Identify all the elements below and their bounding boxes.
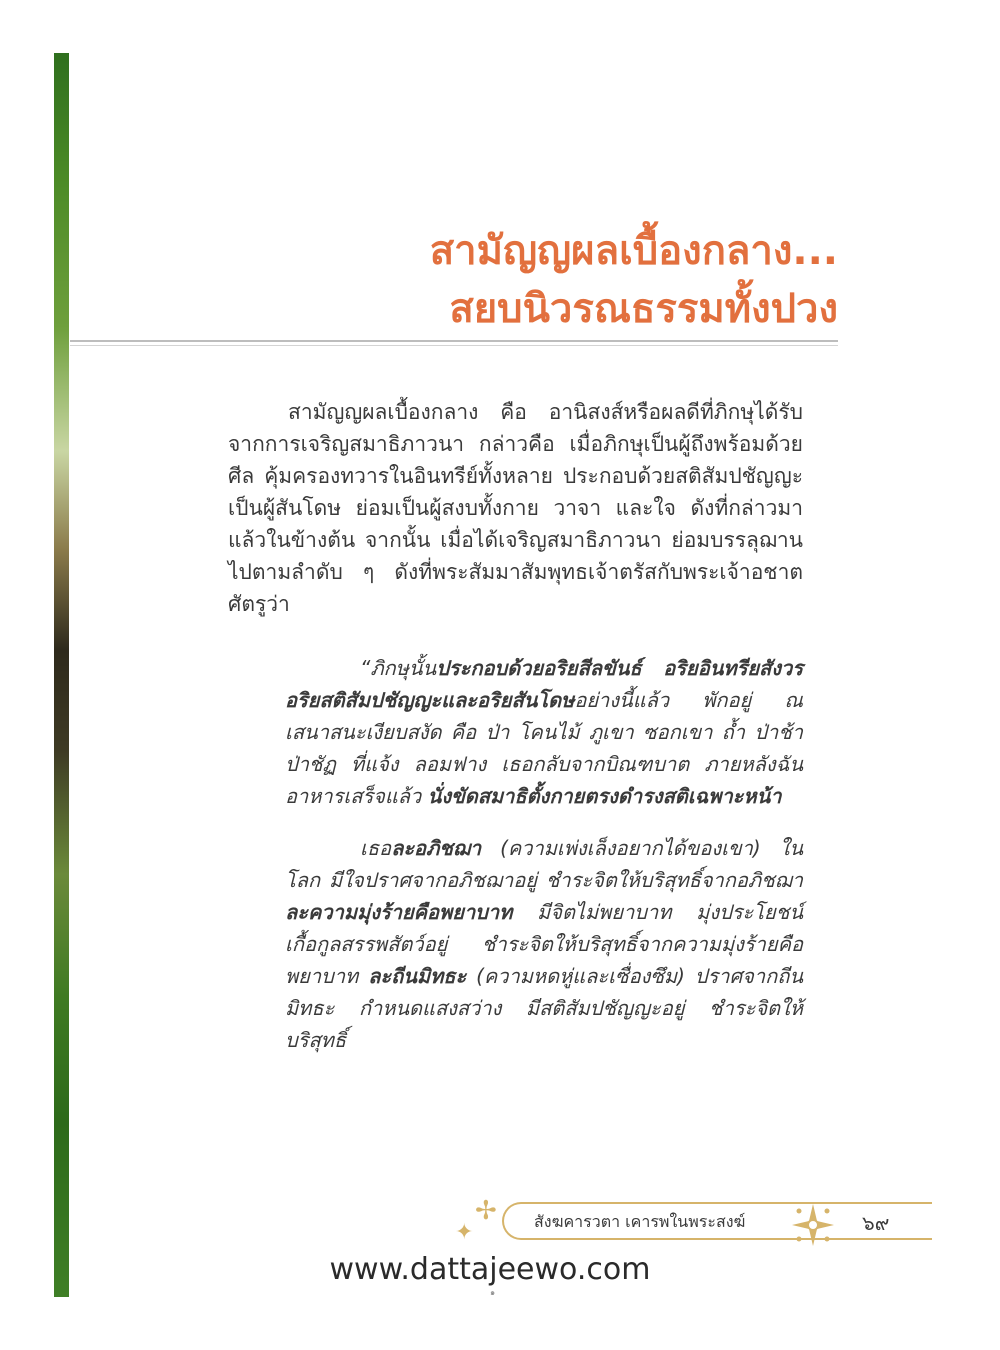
sparkle-icon: ✦ bbox=[455, 1220, 474, 1245]
small-page-mark: ๑ bbox=[490, 1288, 496, 1297]
title-divider-thin bbox=[70, 345, 838, 346]
title-divider bbox=[70, 340, 838, 342]
title-line-1: สามัญญผลเบื้องกลาง... bbox=[429, 228, 838, 274]
lotus-ornament-icon bbox=[790, 1202, 836, 1248]
website-url: www.dattajeewo.com bbox=[329, 1252, 651, 1287]
quote-paragraph-1 bbox=[285, 652, 803, 812]
quote-text: เธอ bbox=[360, 836, 392, 860]
scripture-quote bbox=[285, 652, 803, 1056]
quote-text: อย่างนี้แล้ว พักอยู่ ณ เสนาสนะเงียบสงัด คือ ป่า โคนไม้ ภูเขา ซอกเขา ถ้ำ ป่าช้า ป่าชัฏ ที่แจ้ง ลอมฟาง เธอกลับจากบิณฑบาต ภายหลังฉันอาหารเสร็จแล้ว bbox=[285, 688, 803, 808]
quote-emphasis: ละอภิชฌา bbox=[391, 836, 482, 860]
quote-emphasis: ประกอบด้วยอริยสีลขันธ์ อริยอินทรียสังวร อริยสติสัมปชัญญะและอริยสันโดษ bbox=[285, 656, 803, 712]
footer-book-title: สังฆคารวตา เคารพในพระสงฆ์ bbox=[534, 1212, 746, 1231]
quote-text: (ความหดหู่และเซื่องซึม) ปราศจากถีนมิทธะ กำหนดแสงสว่าง มีสติสัมปชัญญะอยู่ ชำระจิตให้บริสุทธิ์ bbox=[285, 964, 803, 1052]
page-number: ๖๙ bbox=[862, 1211, 890, 1235]
green-side-strip bbox=[54, 53, 69, 1297]
quote-text: (ความเพ่งเล็งอยากได้ของเขา) ในโลก มีใจปราศจากอภิชฌาอยู่ ชำระจิตให้บริสุทธิ์จากอภิชฌา bbox=[285, 836, 803, 892]
title-line-2: สยบนิวรณธรรมทั้งปวง bbox=[449, 286, 838, 332]
quote-text: มีจิตไม่พยาบาท มุ่งประโยชน์เกื้อกูลสรรพสัตว์อยู่ ชำระจิตให้บริสุทธิ์จากความมุ่งร้ายคือพยาบาท bbox=[285, 900, 803, 988]
intro-paragraph bbox=[228, 396, 803, 620]
sparkle-icon: ✢ bbox=[475, 1196, 497, 1226]
quote-paragraph-2 bbox=[285, 832, 803, 1056]
quote-emphasis: ละความมุ่งร้ายคือพยาบาท bbox=[285, 900, 513, 924]
quote-text: “ภิกษุนั้น bbox=[360, 656, 437, 680]
quote-emphasis: ละถีนมิทธะ bbox=[368, 964, 467, 988]
quote-emphasis: นั่งขัดสมาธิตั้งกายตรงดำรงสติเฉพาะหน้า bbox=[427, 784, 782, 808]
page-title bbox=[430, 222, 838, 338]
paragraph-text: สามัญญผลเบื้องกลาง คือ อานิสงส์หรือผลดีที่ภิกษุได้รับจากการเจริญสมาธิภาวนา กล่าวคือ เมื่อภิกษุเป็นผู้ถึงพร้อมด้วยศีล คุ้มครองทวารในอินทรีย์ทั้งหลาย ประกอบด้วยสติสัมปชัญญะ เป็นผู้สันโดษ ย่อมเป็นผู้สงบทั้งกาย วาจา และใจ ดังที่กล่าวมาแล้วในข้างต้น จากนั้น เมื่อได้เจริญสมาธิภาวนา ย่อมบรรลุฌานไปตามลำดับ ๆ ดังที่พระสัมมาสัมพุทธเจ้าตรัสกับพระเจ้าอชาตศัตรูว่า bbox=[228, 400, 803, 616]
